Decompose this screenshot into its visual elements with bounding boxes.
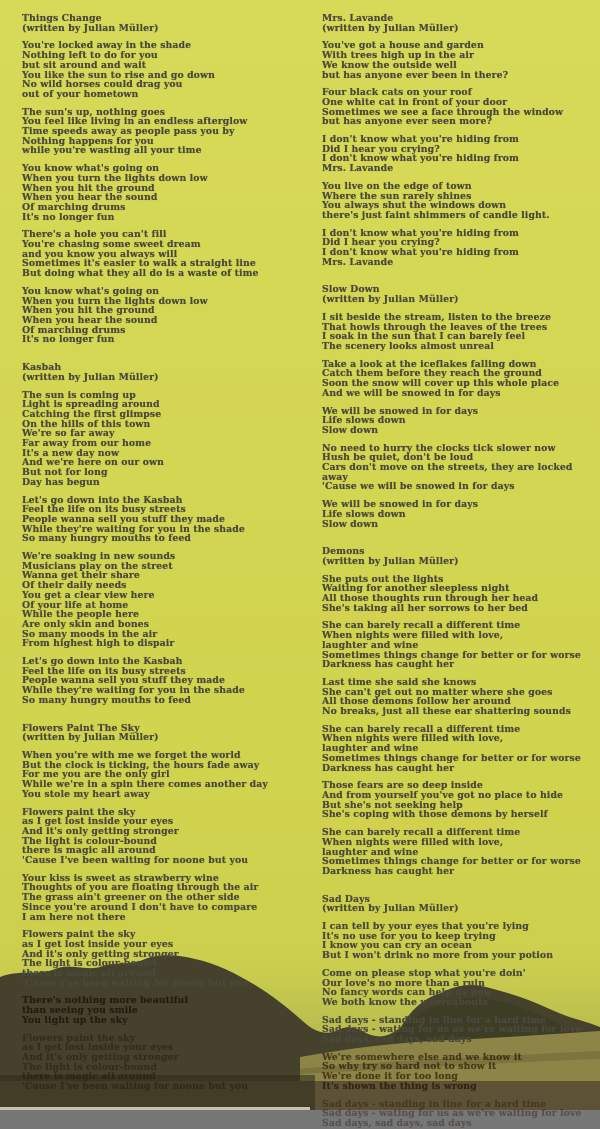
lyric-line: No breaks, just all these ear shattering sounds (322, 706, 571, 718)
verse (22, 930, 314, 988)
verse (322, 41, 598, 80)
lyric-line: There's a hole you can't fill (22, 229, 167, 241)
lyric-line: When you're with me we forget the world (22, 750, 241, 761)
lyric-line: When nights were filled with love, (322, 836, 504, 848)
lyric-line: People wanna sell you stuff they made (22, 513, 226, 525)
song-credit: (written by Julian Müller) (22, 732, 159, 744)
lyric-line: We're soaking in new sounds (22, 551, 176, 563)
lyric-line: When you hit the ground (22, 182, 155, 194)
verse (322, 135, 598, 174)
lyric-line: When you hit the ground (22, 305, 155, 317)
lyric-line: Far away from our home (22, 438, 152, 450)
lyric-line: It's no use for you to keep trying (322, 930, 496, 942)
lyric-line: The light is colour-bound (22, 1061, 158, 1073)
lyric-line: Soon the snow will cover up this whole place (322, 378, 560, 390)
lyric-line: You're locked away in the shade (22, 40, 192, 52)
lyric-line: I can tell by your eyes that you're lying (322, 921, 529, 933)
lyric-line: When nights were filled with love, (322, 630, 504, 642)
lyric-line: I don't know what you're hiding from (322, 134, 519, 146)
verse (322, 575, 598, 614)
verse (22, 751, 314, 800)
song-title: Demons (322, 546, 365, 558)
verse (322, 313, 598, 352)
song-title: Kasbah (22, 362, 62, 374)
lyric-line: Flowers paint the sky (22, 806, 136, 818)
lyric-line: All those demons follow her around (322, 696, 511, 708)
lyric-line: Take a look at the iceflakes falling down (322, 358, 537, 370)
lyric-line: You know what's going on (22, 285, 160, 297)
lyric-line: You light up the sky (22, 1014, 128, 1026)
verse (22, 808, 314, 866)
lyric-line: Day has begun (22, 476, 100, 488)
lyric-line: there is magic all around (22, 1071, 156, 1083)
lyric-line: The light is colour-bound (22, 958, 158, 970)
lyric-line: And from yourself you've got no place to hide (322, 790, 564, 801)
lyric-line: Light is spreading around (22, 399, 160, 411)
lyric-line: She can't get out no matter where she goes (322, 686, 553, 698)
lyric-line: She can barely recall a different time (322, 827, 521, 839)
lyric-line: Wanna get their share (22, 570, 140, 582)
lyric-line: Come on please stop what you're doin' (322, 967, 526, 979)
lyric-line: You're chasing some sweet dream (22, 239, 201, 251)
lyric-line: Did I hear you crying? (322, 237, 440, 249)
lyric-line: Where the sun rarely shines (322, 190, 472, 202)
lyric-line: There's nothing more beautiful (22, 995, 189, 1007)
lyric-line: You feel like living in an endless afterglow (22, 116, 248, 128)
lyric-line: than seeing you smile (22, 1005, 138, 1017)
lyric-line: It's a new day now (22, 447, 120, 459)
lyric-line: I don't know what you're hiding from (322, 227, 519, 239)
verse (322, 678, 598, 717)
song-credit: (written by Julian Müller) (22, 22, 159, 34)
lyric-line: While they're waiting for you in the shade (22, 523, 245, 535)
song-things-change (22, 14, 314, 345)
lyric-line: 'Cause I've been waiting for noone but you (22, 977, 249, 989)
lyric-line: The light is colour-bound (22, 835, 158, 847)
lyric-line: Catching the first glimpse (22, 408, 162, 420)
lyric-line: Waiting for another sleepless night (322, 583, 510, 595)
lyric-line: While we're in a spin there comes another day (22, 779, 268, 791)
lyric-line: as I get lost inside your eyes (22, 938, 174, 950)
lyric-line: Since you're around I don't have to compare (22, 901, 258, 913)
lyric-line: The scenery looks almost unreal (322, 340, 495, 352)
verse (322, 781, 598, 820)
lyric-line: Sometimes it's easier to walk a straight line (22, 258, 256, 270)
lyric-line: Are only skin and bones (22, 618, 150, 630)
verse (322, 725, 598, 774)
verse (22, 657, 314, 706)
lyric-line: Sad days - standing in line for a hard time (322, 1098, 547, 1110)
lyric-line: The grass ain't greener on the other side (22, 892, 240, 904)
verse (322, 922, 598, 961)
lyric-line: You live on the edge of town (322, 180, 472, 192)
lyric-line: She can barely recall a different time (322, 620, 521, 632)
lyric-line: Flowers paint the sky (22, 1032, 136, 1044)
verse (322, 1016, 598, 1045)
lyric-line: 'Cause I've been waiting for noone but you (22, 1081, 249, 1093)
lyric-line: And it's only getting stronger (22, 1051, 179, 1063)
song-mrs-lavande (322, 14, 598, 267)
lyric-line: Of their daily needs (22, 580, 127, 592)
lyric-line: Did I hear you crying? (322, 143, 440, 155)
lyric-line: So many hungry mouths to feed (22, 533, 192, 545)
lyric-line: The sun is coming up (22, 389, 136, 401)
verse (322, 828, 598, 877)
lyric-line: Slow down (322, 518, 379, 530)
verse (322, 500, 598, 529)
lyric-line: When you hear the sound (22, 192, 158, 204)
lyric-line: While the people here (22, 609, 140, 621)
song-sad-days (322, 895, 598, 1129)
lyric-line: but has anyone ever seen more? (322, 116, 493, 128)
lyric-line: No wild horses could drag you (22, 79, 183, 91)
lyric-line: laughter and wine (322, 743, 419, 755)
verse (22, 230, 314, 279)
lyric-line: Nothing happens for you (22, 135, 154, 147)
lyric-line: We both know the whereabouts (322, 996, 488, 1008)
lyric-line: So many hungry mouths to feed (22, 694, 192, 706)
lyric-line: It's no longer fun (22, 334, 115, 346)
lyric-line: For me you are the only girl (22, 769, 170, 781)
lyric-line: We know the outside well (322, 59, 457, 71)
lyric-line: Four black cats on your roof (322, 87, 472, 99)
lyric-line: And it's only getting stronger (22, 825, 179, 837)
lyric-line: You stole my heart away (22, 788, 150, 800)
lyric-line: So many moods in the air (22, 628, 158, 640)
verse (22, 496, 314, 545)
lyric-line: I know you can cry an ocean (322, 940, 472, 952)
verse (322, 1100, 598, 1129)
song-credit: (written by Julian Müller) (322, 294, 459, 306)
song-title: Flowers Paint The Sky (22, 722, 140, 734)
lyric-line: I don't know what you're hiding from (322, 247, 519, 259)
lyric-line: there is magic all around (22, 968, 156, 980)
lyric-line: Feel the life on its busy streets (22, 665, 186, 677)
lyric-line: Flowers paint the sky (22, 929, 136, 941)
verse (22, 874, 314, 923)
lyric-line: 'Cause I've been waiting for noone but you (22, 855, 249, 867)
lyric-line: Let's go down into the Kasbah (22, 656, 183, 668)
lyric-line: When you turn the lights down low (22, 295, 208, 307)
lyric-line: We will be snowed in for days (322, 405, 479, 417)
verse (22, 552, 314, 649)
verse (22, 41, 314, 99)
verse (322, 444, 598, 493)
lyric-line: Nothing left to do for you (22, 50, 158, 62)
lyric-line: Cars don't move on the streets, they are locked (322, 462, 573, 474)
lyric-line: No need to hurry the clocks tick slower now (322, 442, 556, 454)
lyric-line: Hush be quiet, don't be loud (322, 452, 474, 464)
lyric-line: out of your hometown (22, 88, 139, 100)
lyric-line: Sad days, sad days, sad days (322, 1117, 472, 1129)
lyric-line: there's just faint shimmers of candle light. (322, 209, 550, 221)
lyric-line: laughter and wine (322, 846, 419, 858)
lyric-line: laughter and wine (322, 639, 419, 651)
lyric-line: as I get lost inside your eyes (22, 1042, 174, 1054)
verse (22, 287, 314, 345)
lyric-line: When nights were filled with love, (322, 733, 504, 745)
lyric-line: You've got a house and garden (322, 40, 484, 52)
verse (322, 182, 598, 221)
lyric-line: We're done it for too long (322, 1071, 459, 1083)
song-slow-down (322, 285, 598, 529)
song-credit: (written by Julian Müller) (322, 22, 459, 34)
lyric-line: So why try so hard not to show it (322, 1061, 497, 1073)
lyric-line: and you know you always will (22, 248, 178, 260)
lyric-line: With trees high up in the air (322, 50, 474, 62)
lyric-line: I am here not there (22, 911, 126, 923)
lyric-line: Darkness has caught her (322, 762, 455, 774)
lyric-line: From highest high to dispair (22, 638, 175, 650)
lyric-line: Sad days - standing in line for a hard time (322, 1014, 547, 1026)
lyric-line: Last time she said she knows (322, 676, 477, 688)
lyric-line: Those fears are so deep inside (322, 780, 483, 792)
verse (322, 621, 598, 670)
lyric-line: as I get lost inside your eyes (22, 816, 174, 828)
lyric-line: Your kiss is sweet as strawberry wine (22, 872, 219, 884)
lyric-line: And we're here on our own (22, 457, 165, 469)
song-flowers-paint-the-sky (22, 724, 314, 1092)
lyric-line: Of marching drums (22, 201, 126, 213)
lyric-line: Of your life at home (22, 599, 129, 611)
lyric-line: Mrs. Lavande (322, 163, 394, 175)
lyric-line: I soak in the sun that I can barely feel (322, 331, 526, 343)
lyric-line: Life slows down (322, 415, 406, 427)
lyric-line: On the hills of this town (22, 418, 151, 430)
lyric-line: No fancy words can help us now (322, 987, 492, 999)
lyric-line: It's shown the thing is wrong (322, 1080, 477, 1092)
lyric-line: She's coping with those demons by herself (322, 809, 548, 821)
lyric-line: One white cat in front of your door (322, 96, 508, 108)
song-credit: (written by Julian Müller) (322, 555, 459, 567)
song-credit: (written by Julian Müller) (322, 903, 459, 915)
verse (22, 108, 314, 157)
lyric-line: 'Cause we will be snowed in for days (322, 481, 515, 493)
lyric-line: All those thoughts run through her head (322, 593, 539, 605)
lyric-line: I sit beside the stream, listen to the breeze (322, 311, 551, 323)
lyric-line: But I won't drink no more from your potion (322, 950, 554, 962)
lyric-line: While they're waiting for you in the shade (22, 685, 245, 697)
verse (22, 164, 314, 222)
song-title: Things Change (22, 13, 102, 24)
lyric-line: She puts out the lights (322, 573, 444, 585)
lyric-line: Musicians play on the street (22, 560, 173, 572)
lyric-line: It's no longer fun (22, 211, 115, 223)
lyric-line: That howls through the leaves of the trees (322, 321, 548, 333)
song-title: Mrs. Lavande (322, 13, 394, 24)
lyric-line: But the clock is ticking, the hours fade away (22, 759, 260, 771)
lyric-line: but has anyone ever been in there? (322, 69, 509, 81)
lyric-line: Sometimes things change for better or for worse (322, 649, 581, 661)
lyric-line: You like the sun to rise and go down (22, 69, 215, 81)
lyric-line: You know what's going on (22, 163, 160, 175)
lyric-line: When you turn the lights down low (22, 172, 208, 184)
lyric-line: Thoughts of you are floating through the air (22, 882, 259, 894)
lyric-line: Let's go down into the Kasbah (22, 494, 183, 506)
lyric-line: Feel the life on its busy streets (22, 504, 186, 516)
lyric-line: Sad days - wating for us as we're waiting for love (322, 1024, 582, 1036)
lyric-line: Darkness has caught her (322, 865, 455, 877)
lyrics-column-right (322, 14, 598, 1129)
lyric-line: She can barely recall a different time (322, 723, 521, 735)
lyric-line: while you're wasting all your time (22, 145, 202, 157)
lyric-line: Darkness has caught her (322, 659, 455, 671)
song-credit: (written by Julian Müller) (22, 371, 159, 383)
verse (322, 969, 598, 1008)
lyric-line: Slow down (322, 424, 379, 436)
verse (22, 391, 314, 488)
lyric-line: Of marching drums (22, 324, 126, 336)
lyric-line: We're somewhere else and we know it (322, 1051, 522, 1063)
lyric-line: And it's only getting stronger (22, 948, 179, 960)
song-title: Slow Down (322, 284, 380, 296)
lyric-line: You get a clear view here (22, 589, 155, 601)
lyrics-column-left (22, 14, 314, 1092)
lyric-line: but sit around and wait (22, 59, 147, 71)
lyric-line: She's taking all her sorrows to her bed (322, 602, 528, 614)
lyric-line: Catch them before they reach the ground (322, 368, 542, 380)
lyric-line: We're so far away (22, 428, 115, 440)
lyric-line: When you hear the sound (22, 314, 158, 326)
verse (22, 1034, 314, 1092)
lyric-line: Mrs. Lavande (322, 256, 394, 268)
lyric-line: Life slows down (322, 508, 406, 520)
lyric-line: Sometimes things change for better or for worse (322, 856, 581, 868)
lyric-line: You always shut the windows down (322, 200, 507, 212)
verse (322, 1053, 598, 1092)
verse (322, 229, 598, 268)
lyric-line: there is magic all around (22, 845, 156, 857)
song-title: Sad Days (322, 893, 370, 905)
verse (322, 407, 598, 436)
lyric-line: But she's not seeking help (322, 799, 463, 811)
scan-edge (0, 1107, 310, 1110)
song-kasbah (22, 363, 314, 706)
lyric-line: Sometimes things change for better or for worse (322, 752, 581, 764)
lyric-line: We will be snowed in for days (322, 499, 479, 511)
lyric-line: People wanna sell you stuff they made (22, 675, 226, 687)
lyric-line: I don't know what you're hiding from (322, 153, 519, 165)
lyric-line: Our love's no more than a ruin (322, 977, 485, 989)
lyric-line: Time speeds away as people pass you by (22, 126, 235, 138)
verse (322, 88, 598, 127)
lyric-line: But not for long (22, 467, 108, 479)
verse (322, 360, 598, 399)
song-demons (322, 547, 598, 876)
lyric-line: Sad days - wating for us as we're waiting for love (322, 1108, 582, 1120)
lyric-line: away (322, 471, 348, 483)
lyric-line: Sometimes we see a face through the window (322, 106, 564, 118)
lyric-line: Sad days, sad days, sad days (322, 1034, 472, 1046)
verse (22, 996, 314, 1025)
lyric-line: And we will be snowed in for days (322, 387, 501, 399)
lyric-line: But doing what they all do is a waste of time (22, 268, 259, 280)
lyric-line: The sun's up, nothing goes (22, 106, 166, 118)
